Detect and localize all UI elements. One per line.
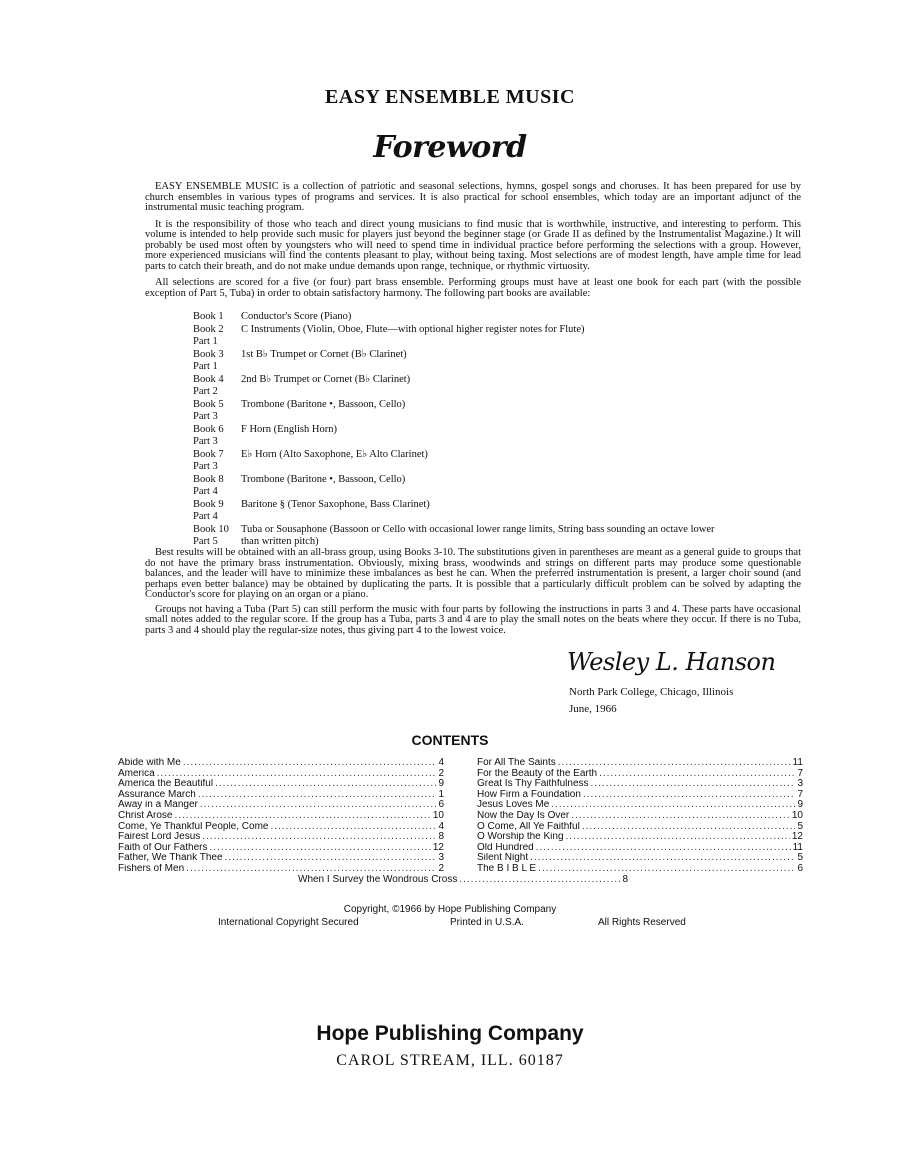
contents-entry: How Firm a Foundation ..... 7: [477, 790, 803, 801]
foreword-date: June, 1966: [569, 703, 617, 715]
foreword-paragraph: It is the responsibility of those who teach and direct young musicians to find music that is worthwhile, instructive, and interesting to perform. This volume is intended to help provide such music for players just beyond the beginner stage (or Grade II as defined by the Instrumentalist Magazine.) It will probably be used most often by youngsters who will need to spend time in individual practice before performing the selections with a group. However, more experienced musicians will find the contents pleasant to play, without being taxing. Most selections are of modest length, have ample time for lead parts to catch their breath, and do not make undue demands upon range, technique, or rhythmic virtuosity.: [145, 218, 801, 272]
book-part: Part 3: [193, 461, 218, 472]
foreword-intro: [145, 182, 801, 299]
contents-entry: The B I B L E ..... 6: [477, 864, 803, 875]
book-part: Part 1: [193, 361, 218, 372]
book-entry: Book 1 Conductor's Score (Piano): [193, 311, 352, 322]
contents-entry: Fairest Lord Jesus ..... 8: [118, 832, 444, 843]
book-part: Part 1: [193, 336, 218, 347]
contents-heading: CONTENTS: [411, 732, 489, 748]
page-title: EASY ENSEMBLE MUSIC: [325, 86, 575, 108]
contents-entry: Faith of Our Fathers ..... 12: [118, 843, 444, 854]
contents-column-right: [477, 758, 803, 875]
contents-entry: America the Beautiful ..... 9: [118, 779, 444, 790]
publisher-address: CAROL STREAM, ILL. 60187: [336, 1052, 564, 1069]
printed-in: Printed in U.S.A.: [450, 917, 524, 928]
foreword-paragraph: Best results will be obtained with an all-brass group, using Books 3-10. The substitutions given in parentheses are meant as a general guide to groups that do not have the primary brass instrumentation. Obviously, mixing brass, woodwinds and strings on different parts may produce some questionable balances, and the leader will have to minimize these imbalances as best he can. When the preferred instrumentation is present, a larger choir sound (and perhaps even better balance) may be obtained by duplicating the parts. It is possible that a particularly difficult problem can be solved by adapting the Conductor's score for playing on an organ or a piano.: [145, 547, 801, 600]
book-entry: Book 7 E♭ Horn (Alto Saxophone, E♭ Alto Clarinet): [193, 448, 428, 460]
part-books-list: [193, 311, 803, 549]
book-entry: Book 5 Trombone (Baritone •, Bassoon, Cello): [193, 398, 406, 410]
contents-entry: Old Hundred ..... 11: [477, 843, 803, 854]
contents-entry: Great Is Thy Faithfulness ..... 3: [477, 779, 803, 790]
foreword-closing: [145, 548, 801, 636]
contents-column-left: [118, 758, 444, 875]
foreword-paragraph: Groups not having a Tuba (Part 5) can still perform the music with four parts by following the instructions in parts 3 and 4. These parts have occasional small notes added to the regular score. If the group has a Tuba, parts 3 and 4 are to play the small notes on the beats where they occur. If there is no Tuba, parts 3 and 4 should play the regular-size notes, thus giving part 4 to the lowest voice.: [145, 603, 801, 636]
book-entry: Book 9 Baritone § (Tenor Saxophone, Bass Clarinet): [193, 498, 430, 510]
contents-entry: For All The Saints ..... 11: [477, 758, 803, 769]
contents-entry: Silent Night ..... 5: [477, 853, 803, 864]
contents-entry: Abide with Me ..... 4: [118, 758, 444, 769]
book-part: Part 3: [193, 411, 218, 422]
foreword-paragraph: EASY ENSEMBLE MUSIC is a collection of patriotic and seasonal selections, hymns, gospel songs and choruses. It has been prepared for use by church ensembles in various types of programs and services. It is also practical for school ensembles, which today are an important adjunct of the instrumental music teaching program.: [145, 181, 801, 213]
contents-entry: Father, We Thank Thee ..... 3: [118, 853, 444, 864]
foreword-paragraph: All selections are scored for a five (or four) part brass ensemble. Performing groups must have at least one book for each part (with the possible exception of Part 5, Tuba) in order to obtain satisfactory harmony. The following part books are available:: [145, 277, 801, 299]
book-entry: Book 10 Tuba or Sousaphone (Bassoon or Cello with occasional lower range limits, String bass sounding an octave lower: [193, 523, 715, 535]
contents-entry: For the Beauty of the Earth ..... 7: [477, 769, 803, 780]
contents-entry-last: [298, 875, 628, 886]
author-affiliation: North Park College, Chicago, Illinois: [569, 686, 734, 698]
contents-entry: Christ Arose ..... 10: [118, 811, 444, 822]
copyright-international: International Copyright Secured: [218, 917, 359, 928]
book-part: Part 2: [193, 386, 218, 397]
contents-entry: Fishers of Men ..... 2: [118, 864, 444, 875]
contents-entry: Assurance March ..... 1: [118, 790, 444, 801]
author-signature: Wesley L. Hanson: [567, 648, 776, 676]
book-entry: Part 5 than written pitch): [193, 536, 319, 547]
contents-entry: O Come, All Ye Faithful ..... 5: [477, 822, 803, 833]
book-entry: Book 4 2nd B♭ Trumpet or Cornet (B♭ Clarinet): [193, 373, 411, 385]
contents-entry: O Worship the King ..... 12: [477, 832, 803, 843]
foreword-heading: Foreword: [373, 130, 527, 165]
book-part: Part 4: [193, 511, 218, 522]
contents-entry: America ..... 2: [118, 769, 444, 780]
all-rights-reserved: All Rights Reserved: [598, 917, 686, 928]
book-part: Part 4: [193, 486, 218, 497]
contents-entry: Jesus Loves Me ..... 9: [477, 800, 803, 811]
contents-entry: Away in a Manger ..... 6: [118, 800, 444, 811]
book-entry: Book 6 F Horn (English Horn): [193, 423, 337, 435]
contents-entry: Come, Ye Thankful People, Come ..... 4: [118, 822, 444, 833]
contents-entry: Now the Day Is Over ..... 10: [477, 811, 803, 822]
book-entry: Book 2 C Instruments (Violin, Oboe, Flute—with optional higher register notes for Flute): [193, 323, 585, 335]
book-part: Part 3: [193, 436, 218, 447]
book-entry: Book 3 1st B♭ Trumpet or Cornet (B♭ Clarinet): [193, 348, 407, 360]
book-entry: Book 8 Trombone (Baritone •, Bassoon, Cello): [193, 473, 406, 485]
contents-entry: When I Survey the Wondrous Cross ..... 8: [298, 875, 628, 886]
copyright-line: Copyright, ©1966 by Hope Publishing Company: [343, 904, 557, 915]
publisher-name: Hope Publishing Company: [316, 1022, 584, 1045]
